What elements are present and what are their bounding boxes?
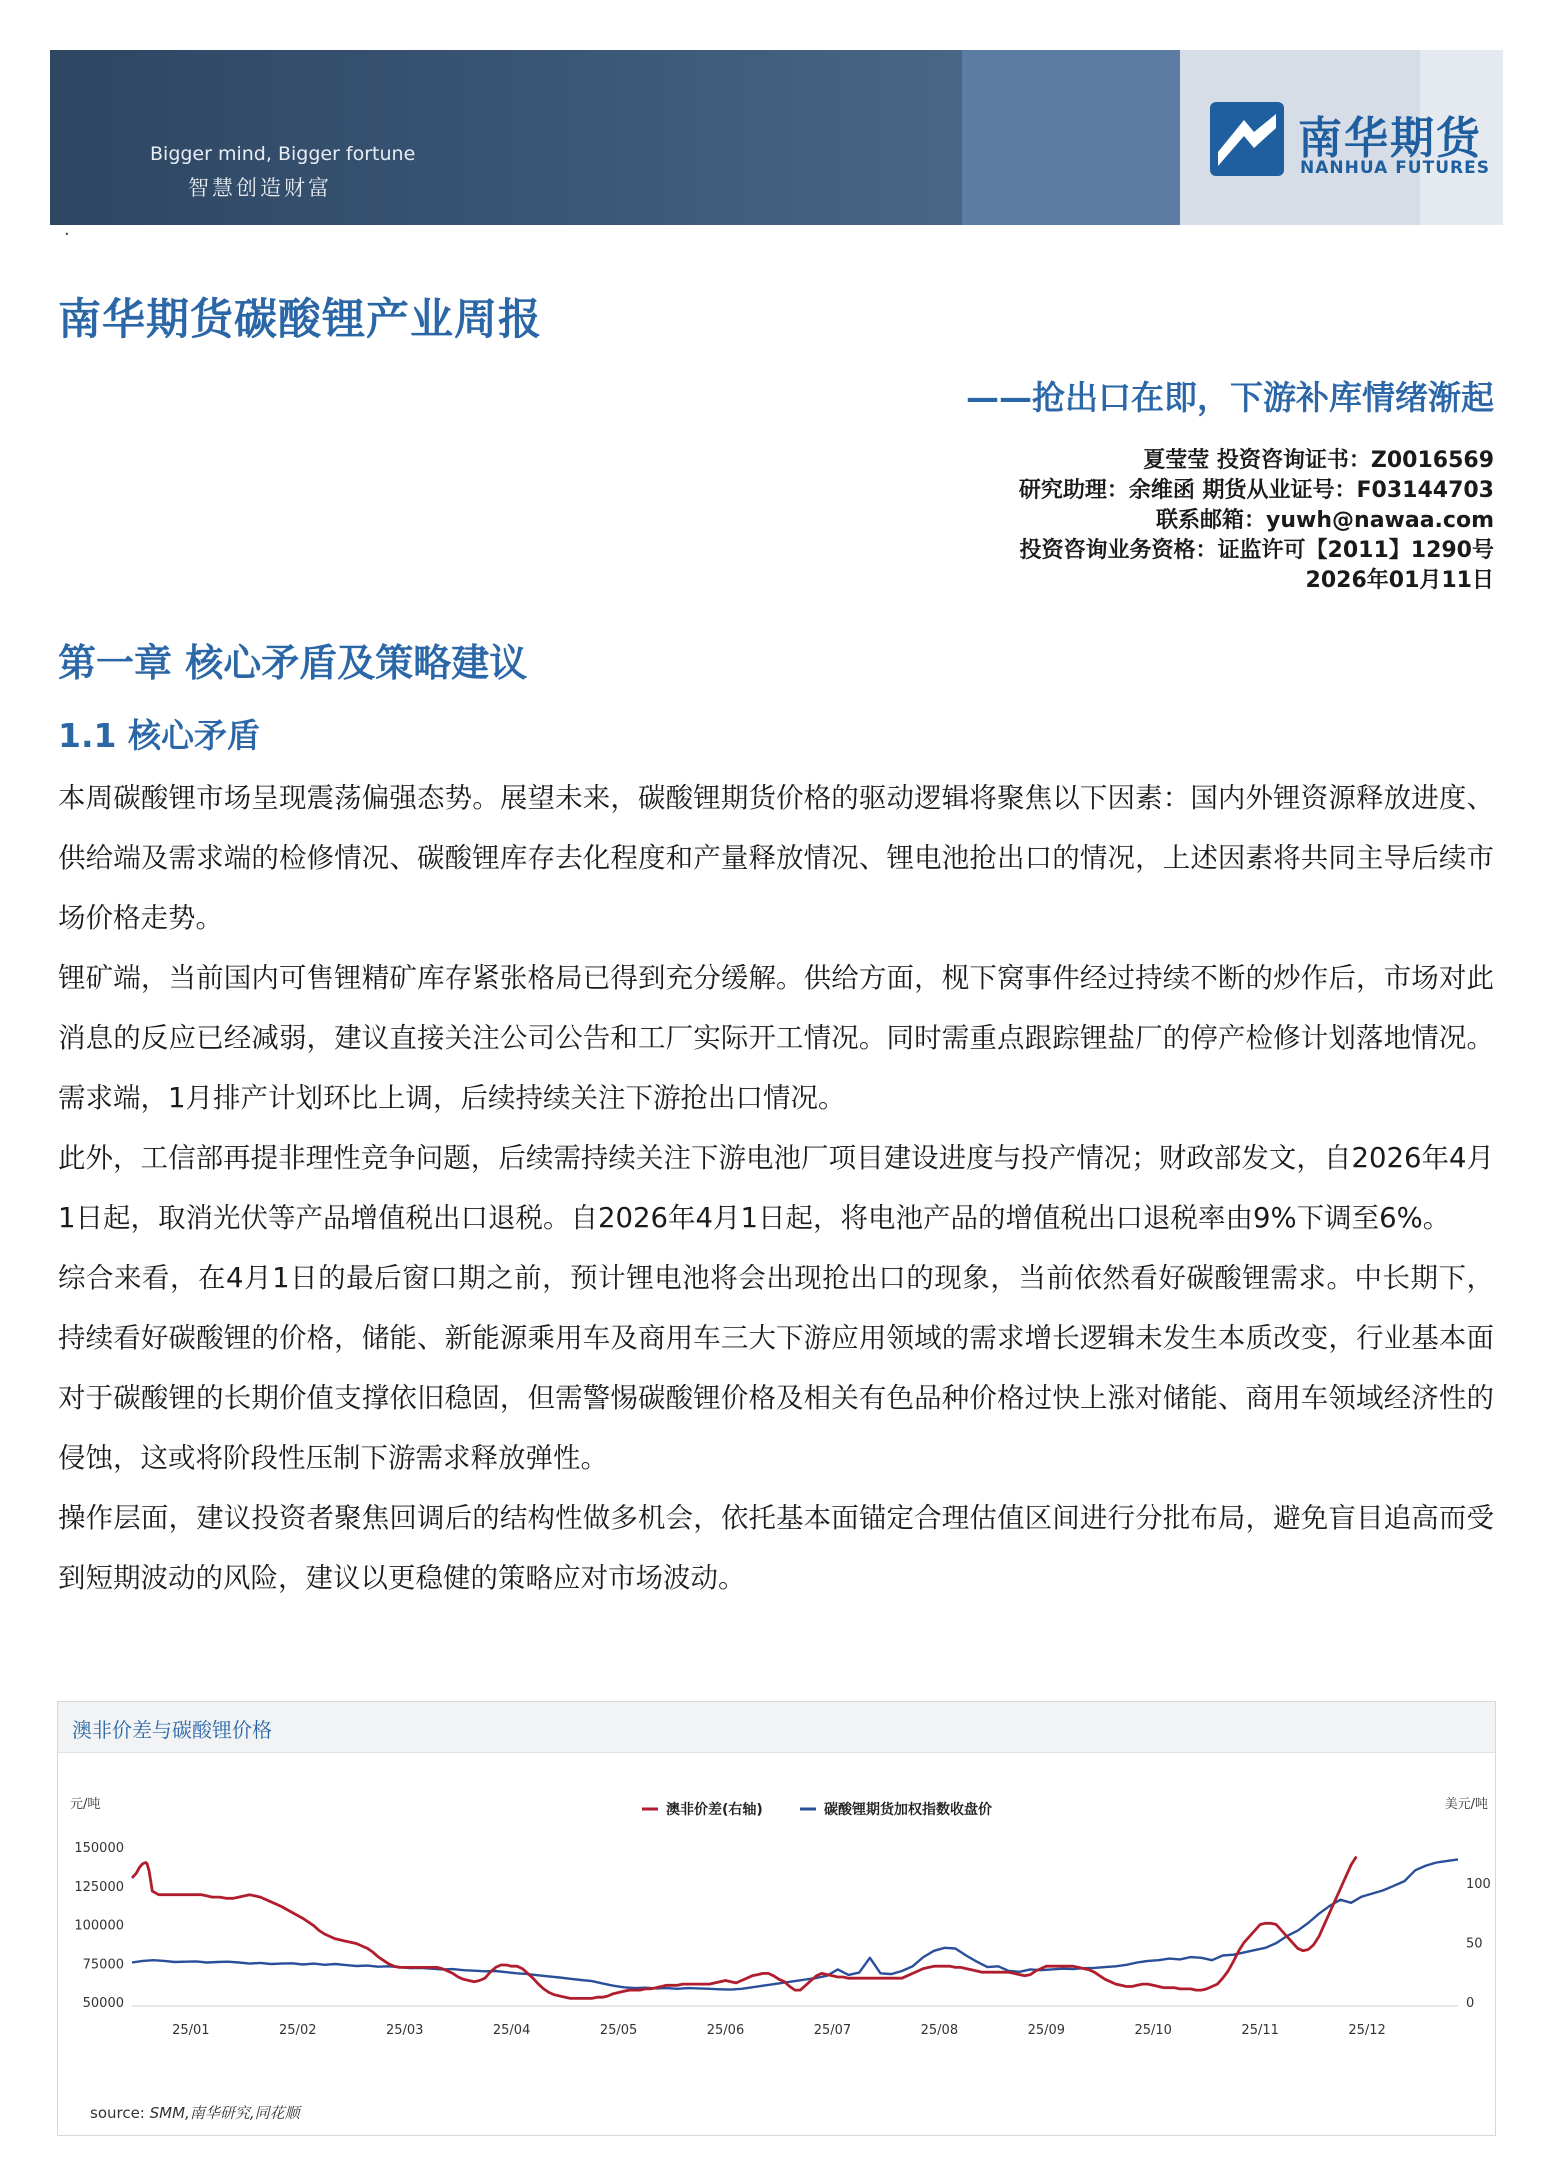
x-tick-label: 25/09 xyxy=(1027,2023,1066,2038)
y-axis-label-right: 美元/吨 xyxy=(1444,1797,1488,1812)
x-tick-label: 25/06 xyxy=(706,2023,745,2038)
x-tick-label: 25/05 xyxy=(599,2023,638,2038)
x-tick-label: 25/07 xyxy=(813,2023,852,2038)
y-tick-label-left: 100000 xyxy=(74,1918,124,1934)
chart-panel xyxy=(57,1701,1496,2136)
y-axis-label-left: 元/吨 xyxy=(70,1797,101,1812)
chapter-heading: 第一章 核心矛盾及策略建议 xyxy=(58,641,528,685)
chart-source xyxy=(90,2102,300,2123)
x-tick-label: 25/03 xyxy=(385,2023,424,2038)
chart-svg xyxy=(58,1752,1495,2097)
banner-panel-mid xyxy=(962,50,1180,225)
logo-english-name: NANHUA FUTURES xyxy=(1300,158,1490,178)
chart-source-detail: SMM,南华研究,同花顺 xyxy=(149,2104,300,2122)
dot-mark: · xyxy=(64,224,70,245)
banner-panel-dark xyxy=(50,50,962,225)
logo-chinese-name: 南华期货 xyxy=(1298,113,1482,164)
y-tick-label-right: 0 xyxy=(1466,1996,1475,2011)
chart-source-label: source: xyxy=(90,2104,145,2122)
x-tick-label: 25/04 xyxy=(492,2023,531,2038)
x-tick-label: 25/02 xyxy=(279,2023,317,2038)
y-tick-label-left: 150000 xyxy=(74,1841,124,1856)
y-tick-label-left: 125000 xyxy=(74,1879,124,1895)
author-line-assistant: 研究助理：余维函 期货从业证号：F03144703 xyxy=(1018,478,1494,503)
paragraph: 综合来看，在4月1日的最后窗口期之前，预计锂电池将会出现抢出口的现象，当前依然看好碳酸锂需求。中长期下，持续看好碳酸锂的价格，储能、新能源乘用车及商用车三大下游应用领域的需求增长逻辑未发生本质改变，行业基本面对于碳酸锂的长期价值支撑依旧稳固，但需警惕碳酸锂价格及相关有色品种价格过快上涨对储能、商用车领域经济性的侵蚀，这或将阶段性压制下游需求释放弹性。 xyxy=(58,1262,1494,1474)
body-text xyxy=(58,768,1494,1608)
paragraph: 本周碳酸锂市场呈现震荡偏强态势。展望未来，碳酸锂期货价格的驱动逻辑将聚焦以下因素：国内外锂资源释放进度、供给端及需求端的检修情况、碳酸锂库存去化程度和产量释放情况、锂电池抢出口的情况，上述因素将共同主导后续市场价格走势。 xyxy=(58,782,1494,934)
chart-title: 澳非价差与碳酸锂价格 xyxy=(72,1718,272,1742)
report-title: 南华期货碳酸锂产业周报 xyxy=(58,295,542,345)
y-tick-label-right: 50 xyxy=(1466,1936,1483,1952)
legend-label-lithium: 碳酸锂期货加权指数收盘价 xyxy=(824,1802,992,1818)
section-heading: 1.1 核心矛盾 xyxy=(58,716,260,755)
logo-mark-icon xyxy=(1210,102,1284,176)
x-tick-label: 25/11 xyxy=(1241,2023,1279,2038)
paragraph: 锂矿端，当前国内可售锂精矿库存紧张格局已得到充分缓解。供给方面，枧下窝事件经过持续不断的炒作后，市场对此消息的反应已经减弱，建议直接关注公司公告和工厂实际开工情况。同时需重点跟踪锂盐厂的停产检修计划落地情况。需求端，1月排产计划环比上调，后续持续关注下游抢出口情况。 xyxy=(58,962,1494,1114)
x-tick-label: 25/01 xyxy=(172,2023,210,2038)
x-tick-label: 25/08 xyxy=(920,2023,959,2038)
slogan-english: Bigger mind, Bigger fortune xyxy=(150,143,416,165)
slogan-chinese: 智慧创造财富 xyxy=(188,176,332,200)
y-tick-label-right: 100 xyxy=(1466,1876,1491,1892)
paragraph: 操作层面，建议投资者聚焦回调后的结构性做多机会，依托基本面锚定合理估值区间进行分批布局，避免盲目追高而受到短期波动的风险，建议以更稳健的策略应对市场波动。 xyxy=(58,1502,1494,1594)
y-tick-label-left: 50000 xyxy=(82,1996,124,2011)
x-tick-label: 25/10 xyxy=(1134,2023,1172,2038)
author-info xyxy=(1019,446,1494,596)
series-line-spread xyxy=(132,1857,1356,1999)
legend-label-spread: 澳非价差(右轴) xyxy=(666,1802,763,1818)
chart-header xyxy=(58,1702,1495,1753)
company-logo xyxy=(1210,102,1503,182)
author-line-email: 联系邮箱：yuwh@nawaa.com xyxy=(1156,508,1494,533)
author-line-analyst: 夏莹莹 投资咨询证书：Z0016569 xyxy=(1143,448,1494,473)
report-date: 2026年01月11日 xyxy=(1305,568,1494,593)
report-subtitle: ——抢出口在即，下游补库情绪渐起 xyxy=(966,378,1494,417)
x-tick-label: 25/12 xyxy=(1348,2023,1386,2038)
paragraph: 此外，工信部再提非理性竞争问题，后续需持续关注下游电池厂项目建设进度与投产情况；财政部发文，自2026年4月1日起，取消光伏等产品增值税出口退税。自2026年4月1日起，将电池产品的增值税出口退税率由9%下调至6%。 xyxy=(58,1142,1494,1234)
author-line-license: 投资咨询业务资格：证监许可【2011】1290号 xyxy=(1019,538,1494,563)
header-banner xyxy=(50,50,1503,225)
y-tick-label-left: 75000 xyxy=(82,1957,124,1973)
